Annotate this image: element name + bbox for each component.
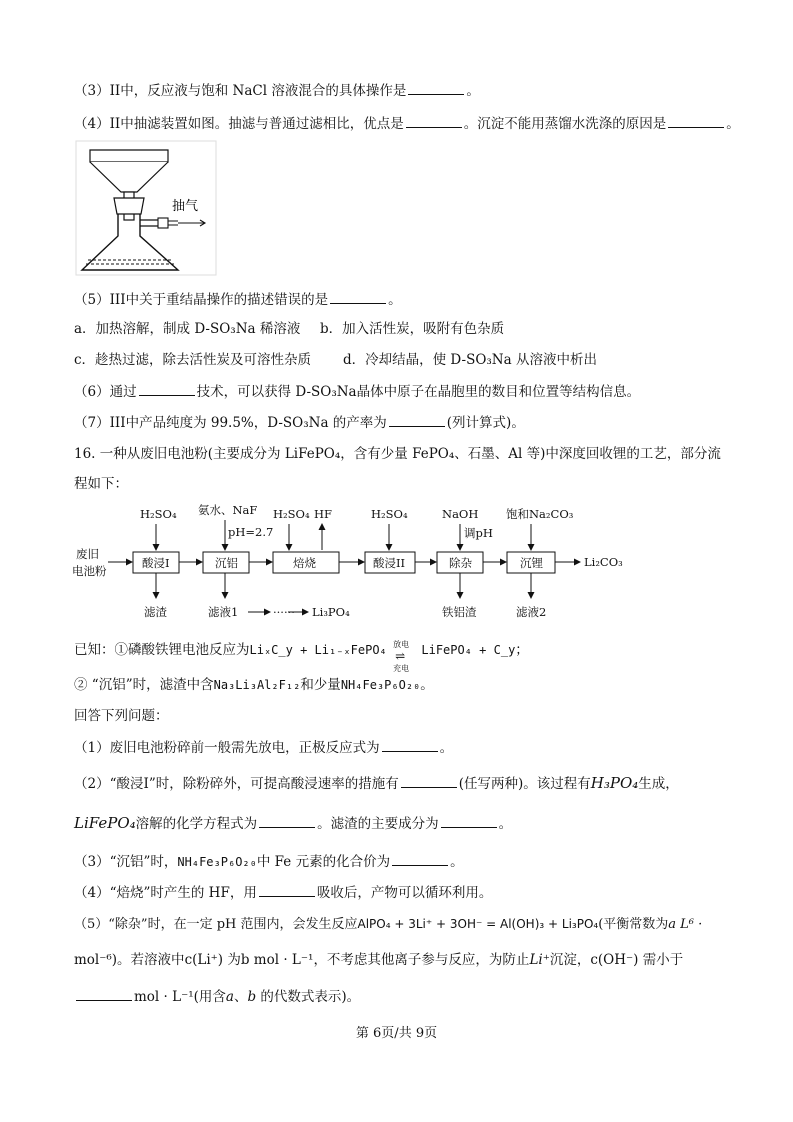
qq5-unit: mol · L⁻¹ <box>134 989 194 1005</box>
qq5-separator: 、 <box>233 989 248 1005</box>
p16-intro-line2: 程如下： <box>74 476 128 492</box>
funnel-top <box>90 150 168 162</box>
reagent-na2co3: 饱和Na₂CO₃ <box>506 507 574 521</box>
q3-text: （3）II中，反应液与饱和 NaCl 溶液混合的具体操作是 <box>74 83 407 99</box>
answer-blank[interactable] <box>76 986 132 1001</box>
answer-blank[interactable] <box>382 737 438 752</box>
discharge-label: 放电 <box>393 639 410 649</box>
q7-end: (列计算式)。 <box>446 415 525 431</box>
qq2-text-2: (任写两种)。该过程有 <box>458 776 591 792</box>
known-1 <box>74 639 529 673</box>
qq5-var-a: a <box>225 989 234 1005</box>
question-3 <box>74 80 480 101</box>
qq2-formula-lifepo4: LiFePO₄ <box>74 814 136 832</box>
qq5-line2-text: mol⁻⁶)。若溶液中 <box>74 952 185 968</box>
box-label-4: 酸浸II <box>373 556 406 570</box>
option-c-text: c．趁热过滤，除去活性炭及可溶性杂质 <box>74 352 312 368</box>
output-ellipsis: ······ <box>273 605 295 619</box>
known-2-text: ② “沉铝”时，滤渣中含 <box>74 677 214 693</box>
answer-blank[interactable] <box>401 773 457 788</box>
qq5-line3-text: (用含 <box>193 989 226 1005</box>
option-a[interactable] <box>74 319 300 339</box>
qq5-k-value: a L⁶ · <box>668 917 703 932</box>
known-2-text-2: 和少量 <box>300 677 341 693</box>
question-7 <box>74 412 525 433</box>
qq2-text-4: 溶解的化学方程式为 <box>135 816 258 832</box>
answer-intro <box>74 706 169 726</box>
answer-blank[interactable] <box>408 80 464 95</box>
qq2-formula-h3po4: H₃PO₄ <box>590 774 639 792</box>
q3-end: 。 <box>466 83 480 99</box>
reagent-h2so4-3: H₂SO₄ <box>371 507 408 521</box>
option-d-text: d．冷却结晶，使 D-SO₃Na 从溶液中析出 <box>343 352 597 368</box>
side-arm <box>140 220 158 226</box>
output-hf: HF <box>314 507 333 521</box>
box-label-1: 酸浸I <box>142 556 170 570</box>
question-5 <box>74 289 402 310</box>
qq5-text: （5）“除杂”时，在一定 pH 范围内，会发生反应 <box>74 917 358 932</box>
equation-left: LiₓC_y + Li₁₋ₓFePO₄ <box>249 643 387 657</box>
box-label-6: 沉锂 <box>520 556 543 570</box>
qq5-ion: Li⁺ <box>529 952 550 968</box>
reagent-naoh: NaOH <box>442 507 479 521</box>
q6-text: （6）通过 <box>74 384 137 400</box>
reversible-arrow <box>391 639 417 673</box>
page-footer: 第 6页/共 9页 <box>355 1026 438 1041</box>
output-filtrate-2: 滤液2 <box>516 605 547 619</box>
option-a-text: a．加热溶解，制成 D-SO₃Na 稀溶液 <box>74 321 301 337</box>
q5-end: 。 <box>388 292 402 308</box>
problem-16-intro-2 <box>74 474 128 494</box>
q6-text-2: 技术，可以获得 D-SO₃Na晶体中原子在晶胞里的数目和位置等结构信息。 <box>196 384 641 400</box>
box-label-2: 沉铝 <box>215 556 238 570</box>
qq2-text: （2）“酸浸I”时，除粉碎外，可提高酸浸速率的措施有 <box>74 776 399 792</box>
qq5-oh-concentration: c(OH⁻) <box>590 952 639 968</box>
known-2-end: 。 <box>420 677 434 693</box>
equilibrium-arrow-icon: ⇌ <box>395 648 406 663</box>
qq5-line2-text-3: ，不考虑其他离子参与反应，为防止 <box>313 952 530 968</box>
qq3-formula: NH₄Fe₃P₆O₂₀ <box>177 855 257 869</box>
reagent-h2so4-1: H₂SO₄ <box>140 507 177 521</box>
answer-intro-text: 回答下列问题： <box>74 708 169 724</box>
q4-text: （4）II中抽滤装置如图。抽滤与普通过滤相比，优点是 <box>74 116 404 132</box>
answer-blank[interactable] <box>389 412 445 427</box>
sub-question-5-line3 <box>74 986 360 1007</box>
qq5-var-b: b <box>247 989 257 1005</box>
output-fe-al-residue: 铁铝渣 <box>442 605 477 619</box>
reagent-ph: pH=2.7 <box>228 525 274 539</box>
answer-blank[interactable] <box>139 381 195 396</box>
sub-question-5-line2 <box>74 950 683 970</box>
suction-filtration-diagram <box>74 140 224 276</box>
known-2 <box>74 675 434 695</box>
stopper <box>114 198 144 214</box>
qq5-line2-text-2: 为 <box>223 952 241 968</box>
rubber-tube <box>158 218 168 228</box>
sub-question-3 <box>74 851 464 872</box>
charge-label: 充电 <box>393 663 410 673</box>
output-filtrate-1: 滤液1 <box>208 605 239 619</box>
product-label: Li₂CO₃ <box>584 555 623 569</box>
equation-right: LiFePO₄ + C_y <box>421 643 516 657</box>
qq2-text-3: 生成， <box>638 776 679 792</box>
sub-question-2-line2 <box>74 813 512 834</box>
qq4-text: （4）“焙烧”时产生的 HF，用 <box>74 885 257 901</box>
process-flowchart <box>70 500 650 628</box>
answer-blank[interactable] <box>406 113 462 128</box>
reagent-h2so4-2: H₂SO₄ <box>273 507 310 521</box>
qq5-text-2: (平衡常数为 <box>598 917 669 932</box>
qq3-text-2: 中 Fe 元素的化合价为 <box>256 854 391 870</box>
q5-text: （5）III中关于重结晶操作的描述错误的是 <box>74 292 329 308</box>
output-residue: 滤渣 <box>144 605 167 619</box>
output-li3po4: Li₃PO₄ <box>312 605 350 619</box>
start-material-2: 电池粉 <box>72 564 107 578</box>
sub-question-4 <box>74 882 492 903</box>
qq5-equation: AlPO₄ + 3Li⁺ + 3OH⁻ = Al(OH)₃ + Li₃PO₄ <box>357 917 599 931</box>
answer-blank[interactable] <box>668 113 724 128</box>
qq5-line3-end: 的代数式表示)。 <box>256 989 361 1005</box>
option-c[interactable] <box>74 350 311 370</box>
known-2-formula: Na₃Li₃Al₂F₁₂ <box>213 678 301 692</box>
box-label-5: 除杂 <box>449 556 472 570</box>
question-6 <box>74 381 640 402</box>
known-label: 已知：①磷酸铁锂电池反应为 <box>74 642 250 658</box>
sub-question-5 <box>74 914 702 935</box>
qq5-li-concentration: c(Li⁺) <box>184 952 224 968</box>
problem-16-intro <box>74 444 721 464</box>
box-label-3: 焙烧 <box>293 556 316 570</box>
reagent-ammonia-naf: 氨水、NaF <box>198 503 258 517</box>
qq2-text-5: 。滤渣的主要成分为 <box>317 816 439 832</box>
start-material-1: 废旧 <box>76 547 99 561</box>
qq5-line2-text-4: 沉淀， <box>549 952 591 968</box>
q4-end: 。 <box>726 116 740 132</box>
reagent-adjust-ph: 调pH <box>464 526 493 540</box>
qq1-text: （1）废旧电池粉碎前一般需先放电，正极反应式为 <box>74 740 380 756</box>
q4-text-2: 。沉淀不能用蒸馏水洗涤的原因是 <box>463 116 667 132</box>
answer-blank[interactable] <box>259 882 315 897</box>
tube-connector <box>168 221 178 225</box>
known-end: ； <box>515 642 529 658</box>
qq2-end: 。 <box>498 816 513 832</box>
q7-text: （7）III中产品纯度为 99.5%，D-SO₃Na 的产率为 <box>74 415 387 431</box>
qq4-text-2: 吸收后，产物可以循环利用。 <box>316 885 493 901</box>
known-2-formula-2: NH₄Fe₃P₆O₂₀ <box>340 678 421 692</box>
qq5-b-value: b mol · L⁻¹ <box>240 952 314 968</box>
answer-blank[interactable] <box>441 813 497 828</box>
qq1-end: 。 <box>439 740 454 756</box>
question-4 <box>74 113 740 134</box>
sub-question-1 <box>74 737 453 758</box>
qq3-text: （3）“沉铝”时， <box>74 854 178 870</box>
option-d[interactable] <box>343 350 597 370</box>
funnel-cone <box>90 162 168 192</box>
sub-question-2 <box>74 773 679 794</box>
option-b[interactable] <box>320 319 504 339</box>
answer-blank[interactable] <box>259 813 315 828</box>
qq3-end: 。 <box>450 854 464 870</box>
qq5-line2-text-5: 需小于 <box>638 952 684 968</box>
p16-intro-line1: 16. 一种从废旧电池粉(主要成分为 LiFePO₄，含有少量 FePO₄、石墨、Al 等)中深度回收锂的工艺，部分流 <box>74 446 721 462</box>
answer-blank[interactable] <box>392 851 448 866</box>
answer-blank[interactable] <box>330 289 386 304</box>
suction-label: 抽气 <box>172 199 199 214</box>
option-b-text: b．加入活性炭，吸附有色杂质 <box>320 321 505 337</box>
